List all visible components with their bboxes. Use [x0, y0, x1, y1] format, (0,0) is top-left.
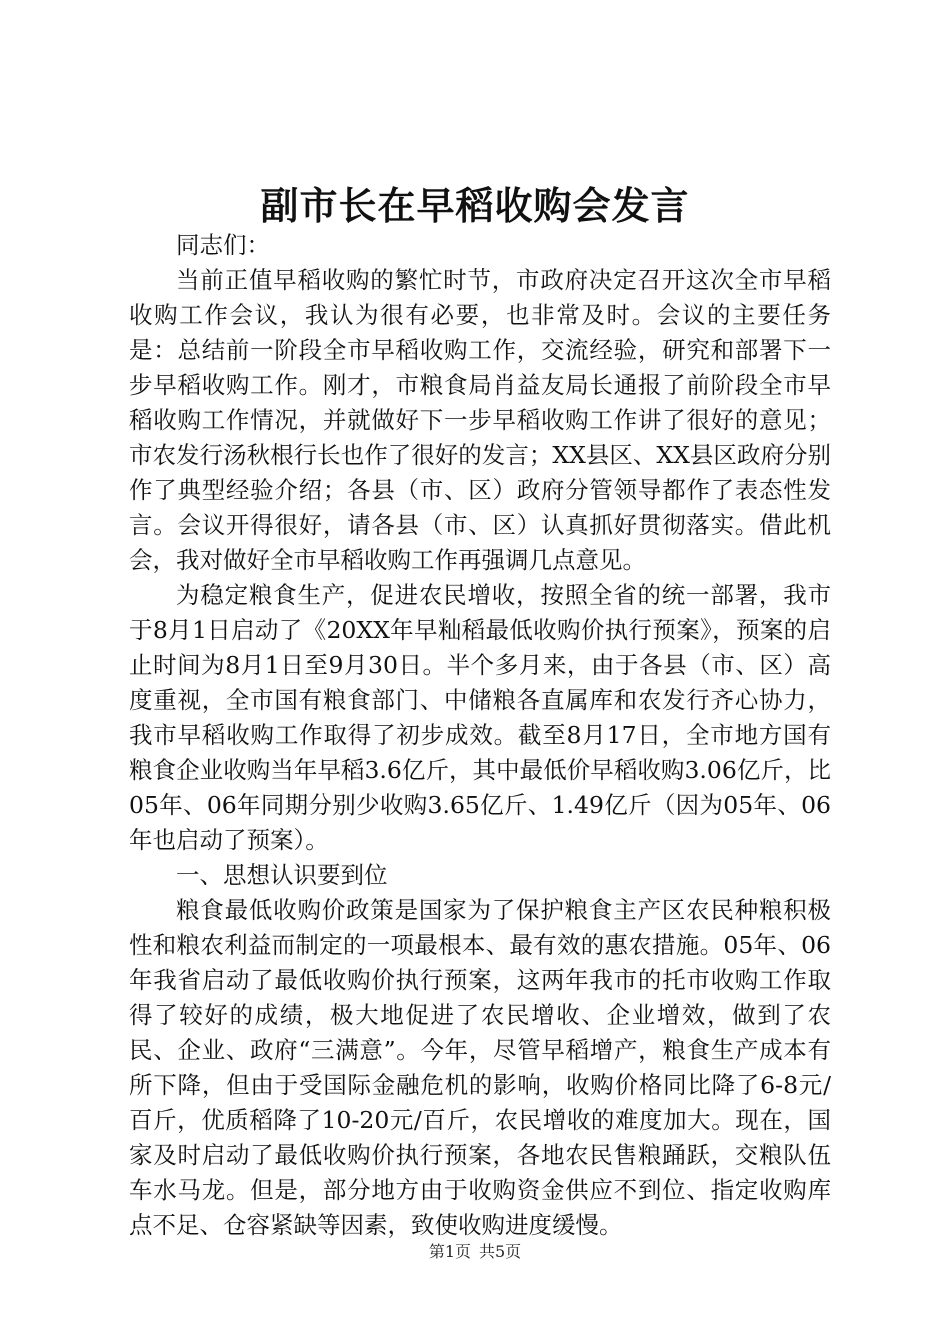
salutation: 同志们：	[176, 231, 270, 259]
body-paragraph: 粮食最低收购价政策是国家为了保护粮食主产区农民种粮积极性和粮农利益而制定的一项最根本、最有效的惠农措施。05年、06年我省启动了最低收购价执行预案，这两年我市的托市收购工作取得了较好的成绩，极大地促进了农民增收、企业增效，做到了农民、企业、政府“三满意”。今年，尽管早稻增产，粮食生产成本有所下降，但由于受国际金融危机的影响，收购价格同比降了6-8元/百斤，优质稻降了10-20元/百斤，农民增收的难度加大。现在，国家及时启动了最低收购价执行预案，各地农民售粮踊跃，交粮队伍车水马龙。但是，部分地方由于收购资金供应不到位、指定收购库点不足、仓容紧缺等因素，致使收购进度缓慢。	[129, 896, 831, 1239]
body-paragraph: 当前正值早稻收购的繁忙时节，市政府决定召开这次全市早稻收购工作会议，我认为很有必要，也非常及时。会议的主要任务是：总结前一阶段全市早稻收购工作，交流经验，研究和部署下一步早稻收购工作。刚才，市粮食局肖益友局长通报了前阶段全市早稻收购工作情况，并就做好下一步早稻收购工作讲了很好的意见；市农发行汤秋根行长也作了很好的发言；XX县区、XX县区政府分别作了典型经验介绍；各县（市、区）政府分管领导都作了表态性发言。会议开得很好，请各县（市、区）认真抓好贯彻落实。借此机会，我对做好全市早稻收购工作再强调几点意见。	[129, 266, 831, 574]
page-footer	[0, 1240, 950, 1264]
section-heading: 一、思想认识要到位	[176, 861, 388, 889]
page-total: 共5页	[479, 1242, 522, 1261]
body-paragraph: 为稳定粮食生产，促进农民增收，按照全省的统一部署，我市于8月1日启动了《20XX年早籼稻最低收购价执行预案》，预案的启止时间为8月1日至9月30日。半个多月来，由于各县（市、区）高度重视，全市国有粮食部门、中储粮各直属库和农发行齐心协力，我市早稻收购工作取得了初步成效。截至8月17日，全市地方国有粮食企业收购当年早稻3.6亿斤，其中最低价早稻收购3.06亿斤，比05年、06年同期分别少收购3.65亿斤、1.49亿斤（因为05年、06年也启动了预案）。	[129, 581, 831, 854]
page-number: 第1页	[428, 1242, 471, 1261]
document-title: 副市长在早稻收购会发言	[260, 183, 690, 228]
document-body	[129, 228, 831, 1243]
